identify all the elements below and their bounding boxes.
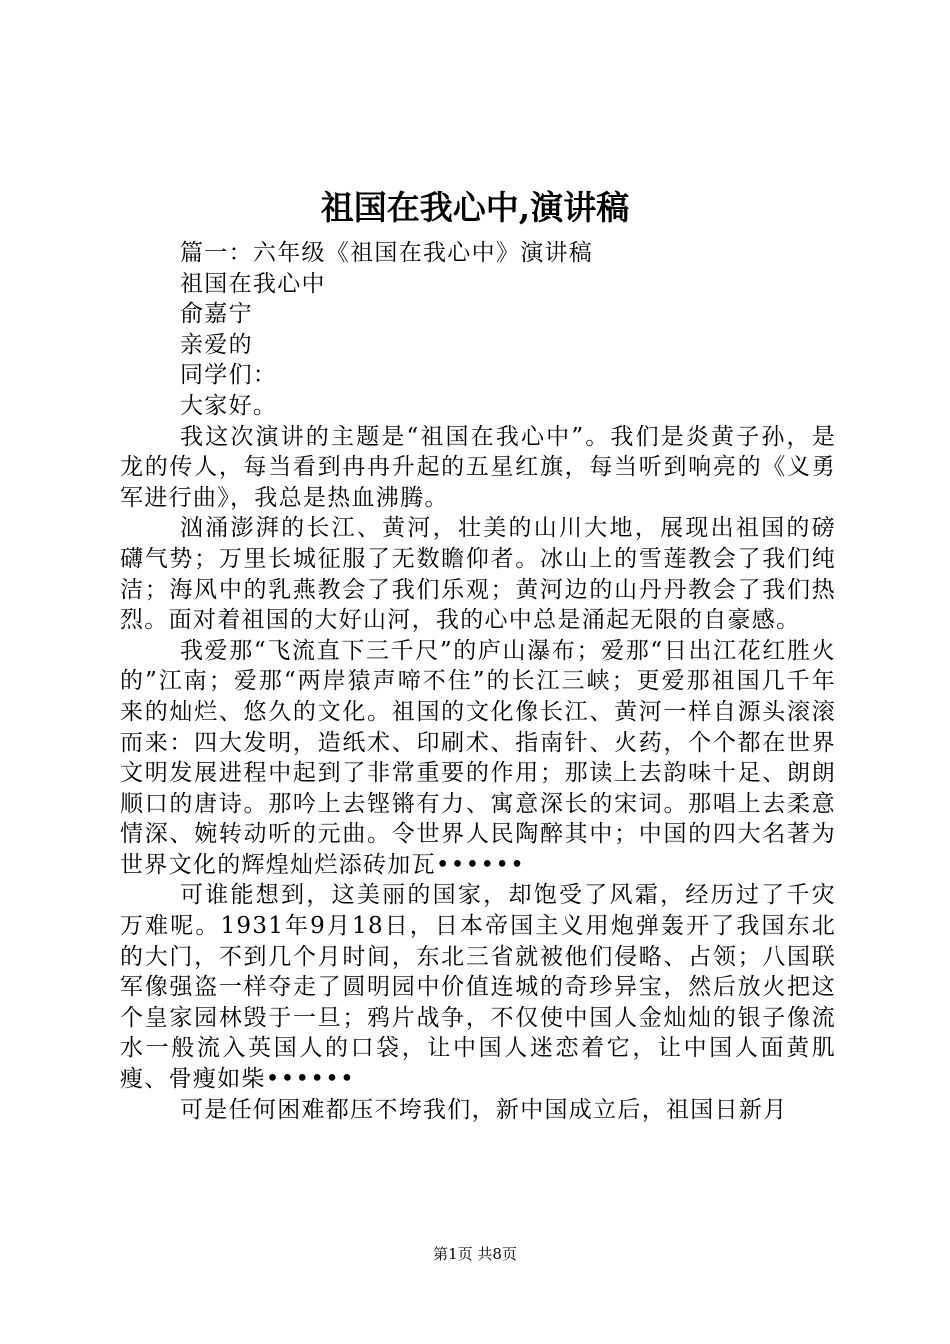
author-line: 俞嘉宁 <box>180 301 253 328</box>
paragraph: 可谁能想到，这美丽的国家，却饱受了风霜，经历过了千灾万难呢。1931年9月18日，日本帝国主义用炮弹轰开了我国东北的大门，不到几个月时间，东北三省就被他们侵略、占领；八国联军像强盗一样夺走了圆明园中价值连城的奇珍异宝，然后放火把这个皇家园林毁于一旦；鸦片战争，不仅使中国人金灿灿的银子像流水一般流入英国人的口袋，让中国人迷恋着它，让中国人面黄肌瘦、骨瘦如柴•••••• <box>120 882 836 1093</box>
document-body <box>120 238 836 1125</box>
greeting-line: 亲爱的 <box>180 331 253 358</box>
greeting-line: 同学们： <box>180 362 278 389</box>
subtitle-line: 篇一：六年级《祖国在我心中》演讲稿 <box>180 240 594 266</box>
page-number-footer: 第1页 共8页 <box>433 1245 517 1263</box>
speech-title-line: 祖国在我心中 <box>180 270 326 297</box>
paragraph: 我这次演讲的主题是“祖国在我心中”。我们是炎黄子孙，是龙的传人，每当看到冉冉升起的五星红旗，每当听到响亮的《义勇军进行曲》，我总是热血沸腾。 <box>120 423 836 511</box>
greeting-line: 大家好。 <box>180 392 278 419</box>
paragraph: 我爱那“飞流直下三千尺”的庐山瀑布；爱那“日出江花红胜火的”江南；爱那“两岸猿声啼不住”的长江三峡；更爱那祖国几千年来的灿烂、悠久的文化。祖国的文化像长江、黄河一样自源头滚滚而来：四大发明，造纸术、印刷术、指南针、火药，个个都在世界文明发展进程中起到了非常重要的作用；那读上去韵味十足、朗朗顺口的唐诗。那吟上去铿锵有力、寓意深长的宋词。那唱上去柔意情深、婉转动听的元曲。令世界人民陶醉其中；中国的四大名著为世界文化的辉煌灿烂添砖加瓦•••••• <box>120 637 836 878</box>
paragraph: 可是任何困难都压不垮我们，新中国成立后，祖国日新月 <box>180 1096 788 1123</box>
document-title: 祖国在我心中,演讲稿 <box>320 188 630 227</box>
paragraph: 汹涌澎湃的长江、黄河，壮美的山川大地，展现出祖国的磅礴气势；万里长城征服了无数瞻仰者。冰山上的雪莲教会了我们纯洁；海风中的乳燕教会了我们乐观；黄河边的山丹丹教会了我们热烈。面对着祖国的大好山河，我的心中总是涌起无限的自豪感。 <box>120 515 836 634</box>
